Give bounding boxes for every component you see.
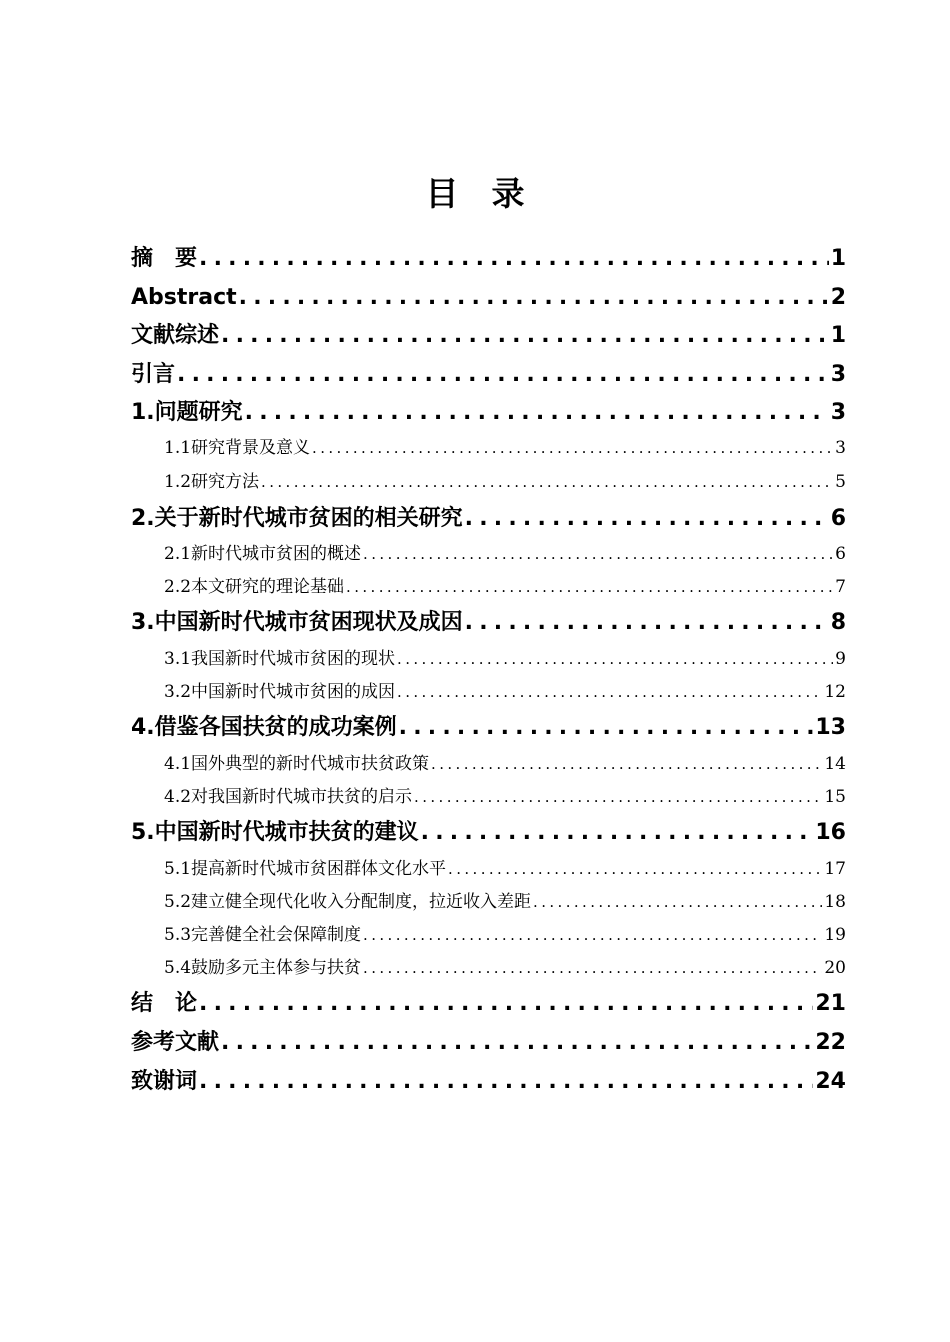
toc-entry-label: 3.2中国新时代城市贫困的成因: [164, 682, 396, 702]
toc-dot-leader: [363, 923, 822, 947]
toc-dot-leader: [448, 857, 822, 881]
toc-entry-literature-review[interactable]: [131, 321, 846, 351]
toc-page-number: 20: [824, 958, 846, 978]
toc-page-number: 7: [835, 577, 846, 597]
toc-dot-leader: [465, 504, 829, 534]
toc-dot-leader: [199, 1067, 813, 1097]
toc-entry-label: 致谢词: [131, 1069, 198, 1094]
toc-page-number: 9: [835, 649, 846, 669]
toc-dot-leader: [199, 244, 829, 274]
toc-entry-label: 2.2本文研究的理论基础: [164, 577, 345, 597]
toc-page-number: 17: [824, 859, 846, 879]
toc-page-number: 12: [824, 682, 846, 702]
toc-dot-leader: [177, 360, 829, 390]
toc-page-number: 2: [830, 285, 846, 310]
toc-page-number: 16: [815, 820, 846, 845]
toc-entry-introduction[interactable]: [131, 360, 846, 390]
toc-entry-label: 文献综述: [131, 323, 220, 348]
toc-dot-leader: [239, 283, 829, 313]
toc-entry-chapter-1[interactable]: [131, 398, 846, 428]
toc-page-number: 22: [815, 1030, 846, 1055]
toc-entry-label: 参考文献: [131, 1030, 220, 1055]
toc-entry-label: 2.关于新时代城市贫困的相关研究: [131, 506, 463, 531]
toc-entry-chapter-4[interactable]: [131, 713, 846, 743]
toc-dot-leader: [221, 1028, 813, 1058]
toc-dot-leader: [199, 989, 813, 1019]
toc-page-number: 18: [824, 892, 846, 912]
toc-page-number: 1: [830, 246, 846, 271]
toc-page-number: 13: [815, 715, 846, 740]
toc-entry-section-4-1[interactable]: [164, 752, 846, 776]
toc-dot-leader: [261, 470, 833, 494]
toc-page-number: 6: [835, 544, 846, 564]
toc-page-number: 3: [830, 400, 846, 425]
toc-dot-leader: [363, 542, 833, 566]
toc-dot-leader: [399, 713, 814, 743]
toc-dot-leader: [245, 398, 829, 428]
toc-dot-leader: [397, 647, 833, 671]
toc-dot-leader: [312, 436, 833, 460]
toc-entry-label: 5.中国新时代城市扶贫的建议: [131, 820, 419, 845]
toc-entry-chapter-5[interactable]: [131, 818, 846, 848]
toc-entry-section-2-1[interactable]: [164, 542, 846, 566]
toc-entry-section-5-2[interactable]: [164, 890, 846, 914]
toc-page-number: 1: [830, 323, 846, 348]
toc-title: 目 录: [425, 174, 525, 213]
toc-page-number: 19: [824, 925, 846, 945]
toc-entry-chapter-3[interactable]: [131, 608, 846, 638]
toc-entry-label: 摘 要: [131, 246, 198, 271]
toc-dot-leader: [221, 321, 829, 351]
toc-page-number: 15: [824, 787, 846, 807]
toc-entry-label: 1.1研究背景及意义: [164, 438, 311, 458]
toc-page-number: 3: [835, 438, 846, 458]
toc-entry-label: 1.问题研究: [131, 400, 243, 425]
toc-entry-label: 4.1国外典型的新时代城市扶贫政策: [164, 754, 430, 774]
toc-dot-leader: [397, 680, 822, 704]
toc-entry-label: 5.4鼓励多元主体参与扶贫: [164, 958, 362, 978]
toc-page-number: 24: [815, 1069, 846, 1094]
toc-entry-section-2-2[interactable]: [164, 575, 846, 599]
toc-entry-label: 3.中国新时代城市贫困现状及成因: [131, 610, 463, 635]
toc-page-number: 8: [830, 610, 846, 635]
toc-page-number: 3: [830, 362, 846, 387]
toc-entry-abstract-en[interactable]: [131, 283, 846, 313]
toc-page-number: 21: [815, 991, 846, 1016]
toc-entry-section-5-4[interactable]: [164, 956, 846, 980]
toc-entry-label: Abstract: [131, 285, 237, 310]
toc-entry-label: 4.2对我国新时代城市扶贫的启示: [164, 787, 413, 807]
toc-entry-label: 结 论: [131, 991, 198, 1016]
toc-page-number: 5: [835, 472, 846, 492]
toc-entry-label: 1.2研究方法: [164, 472, 260, 492]
toc-entry-section-4-2[interactable]: [164, 785, 846, 809]
toc-entry-section-1-2[interactable]: [164, 470, 846, 494]
toc-entry-label: 5.3完善健全社会保障制度: [164, 925, 362, 945]
toc-entry-label: 5.2建立健全现代化收入分配制度，拉近收入差距: [164, 892, 532, 912]
toc-entry-references[interactable]: [131, 1028, 846, 1058]
toc-entry-section-3-1[interactable]: [164, 647, 846, 671]
toc-entry-section-5-3[interactable]: [164, 923, 846, 947]
toc-dot-leader: [414, 785, 822, 809]
toc-entry-section-5-1[interactable]: [164, 857, 846, 881]
toc-entry-label: 3.1我国新时代城市贫困的现状: [164, 649, 396, 669]
toc-entry-acknowledgements[interactable]: [131, 1067, 846, 1097]
toc-entry-label: 引言: [131, 362, 176, 387]
toc-entry-conclusion[interactable]: [131, 989, 846, 1019]
toc-dot-leader: [533, 890, 822, 914]
toc-entry-label: 5.1提高新时代城市贫困群体文化水平: [164, 859, 447, 879]
toc-dot-leader: [421, 818, 814, 848]
toc-entry-abstract-cn[interactable]: [131, 244, 846, 274]
toc-entry-section-1-1[interactable]: [164, 436, 846, 460]
toc-page-number: 6: [830, 506, 846, 531]
toc-dot-leader: [431, 752, 822, 776]
toc-entry-section-3-2[interactable]: [164, 680, 846, 704]
toc-page-number: 14: [824, 754, 846, 774]
toc-entry-label: 2.1新时代城市贫困的概述: [164, 544, 362, 564]
toc-entry-label: 4.借鉴各国扶贫的成功案例: [131, 715, 397, 740]
toc-dot-leader: [363, 956, 822, 980]
toc-dot-leader: [346, 575, 833, 599]
toc-entry-chapter-2[interactable]: [131, 504, 846, 534]
toc-dot-leader: [465, 608, 829, 638]
